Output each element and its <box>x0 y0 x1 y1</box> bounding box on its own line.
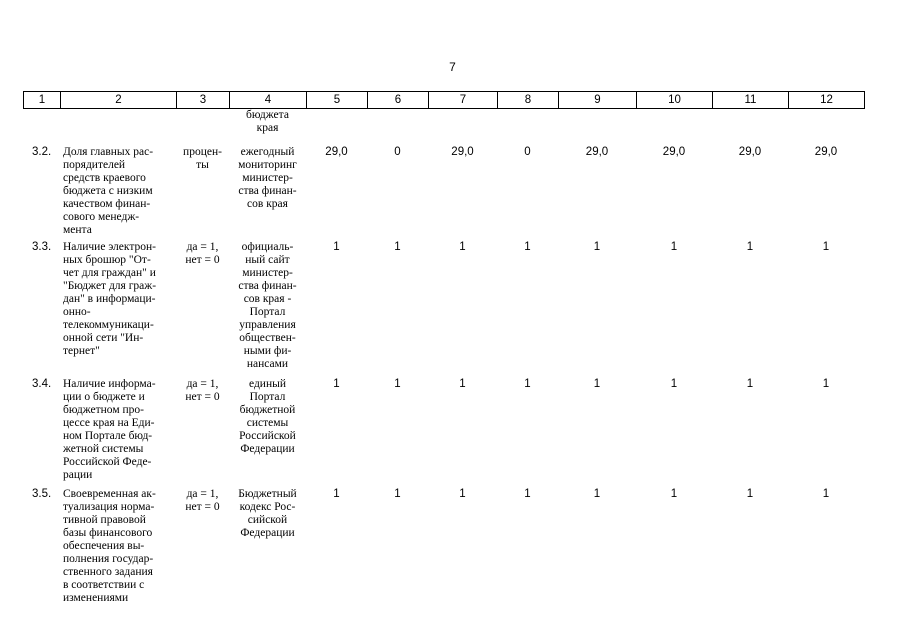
row-number: 3.3. <box>32 241 52 253</box>
column-header-2: 2 <box>61 92 177 109</box>
value-cell: 0 <box>394 146 401 158</box>
unit-cell: процен- ты <box>183 146 222 171</box>
value-cell: 1 <box>670 378 678 390</box>
value-cell: 29,0 <box>325 146 348 158</box>
source-cell: Бюджетный кодекс Рос- сийской Федерации <box>238 488 297 539</box>
value-cell: 1 <box>459 378 466 390</box>
value-cell: 1 <box>394 488 401 500</box>
source-cell: официаль- ный сайт министер- ства финан- сов края - Портал управления обществен- ными фи- нансами <box>238 241 297 370</box>
value-cell: 1 <box>459 241 466 253</box>
value-cell: 1 <box>394 378 401 390</box>
value-cell: 29,0 <box>738 146 762 158</box>
unit-cell: да = 1, нет = 0 <box>185 488 220 513</box>
value-cell: 29,0 <box>814 146 838 158</box>
value-cell: 1 <box>822 241 830 253</box>
column-header-10: 10 <box>637 92 713 109</box>
table-row <box>23 488 864 605</box>
value-cell: 1 <box>822 488 830 500</box>
value-cell: 1 <box>822 378 830 390</box>
source-cell: ежегодный мониторинг министер- ства финан- сов края <box>238 146 297 210</box>
column-header-4: 4 <box>230 92 307 109</box>
indicator-name: Наличие информа- ции о бюджете и бюджетном про- цессе края на Еди- ном Портале бюд- жетной системы Российской Феде- рации <box>63 378 156 481</box>
value-cell: 1 <box>459 488 466 500</box>
table-row <box>23 241 864 378</box>
indicator-name: Наличие электрон- ных брошюр "От- чет для граждан" и "Бюджет для граж- дан" в информаци- онно- телекоммуникаци- онной сети "Ин- тернет" <box>63 241 157 357</box>
value-cell: 1 <box>394 241 401 253</box>
value-cell: 29,0 <box>451 146 474 158</box>
column-header-3: 3 <box>177 92 230 109</box>
value-cell: 1 <box>333 378 340 390</box>
value-cell: 1 <box>746 488 754 500</box>
value-cell: 1 <box>593 241 601 253</box>
value-cell: 1 <box>524 378 531 390</box>
value-cell: 1 <box>524 488 531 500</box>
value-cell: 1 <box>593 378 601 390</box>
row-number: 3.4. <box>32 378 52 390</box>
source-cell: бюджета края <box>246 109 289 134</box>
unit-cell: да = 1, нет = 0 <box>185 378 220 403</box>
value-cell: 1 <box>593 488 601 500</box>
indicator-name: Своевременная ак- туализация норма- тивной правовой базы финансового обеспечения вы- полнения государ- ственного задания в соответствии с изменениями <box>63 488 156 604</box>
value-cell: 1 <box>333 488 340 500</box>
column-header-7: 7 <box>429 92 498 109</box>
value-cell: 1 <box>524 241 531 253</box>
column-header-8: 8 <box>498 92 559 109</box>
value-cell: 29,0 <box>585 146 609 158</box>
column-header-5: 5 <box>307 92 368 109</box>
row-number: 3.5. <box>32 488 52 500</box>
column-header-11: 11 <box>713 92 789 109</box>
indicator-name: Доля главных рас- порядителей средств краевого бюджета с низким качеством финан- сового менедж- мента <box>63 146 154 236</box>
column-header-1: 1 <box>24 92 61 109</box>
table-row <box>23 378 864 488</box>
column-header-6: 6 <box>368 92 429 109</box>
value-cell: 1 <box>746 378 754 390</box>
indicators-table <box>23 109 864 605</box>
page-number: 7 <box>449 60 456 74</box>
value-cell: 1 <box>670 241 678 253</box>
value-cell: 29,0 <box>662 146 686 158</box>
unit-cell: да = 1, нет = 0 <box>185 241 220 266</box>
value-cell: 1 <box>333 241 340 253</box>
source-cell: единый Портал бюджетной системы Российской Федерации <box>239 378 296 455</box>
value-cell: 0 <box>524 146 531 158</box>
column-header-12: 12 <box>789 92 865 109</box>
row-number: 3.2. <box>32 146 52 158</box>
value-cell: 1 <box>746 241 754 253</box>
value-cell: 1 <box>670 488 678 500</box>
column-header-row <box>23 91 865 109</box>
column-header-9: 9 <box>559 92 637 109</box>
table-row-continuation <box>23 109 864 146</box>
table-row <box>23 146 864 241</box>
